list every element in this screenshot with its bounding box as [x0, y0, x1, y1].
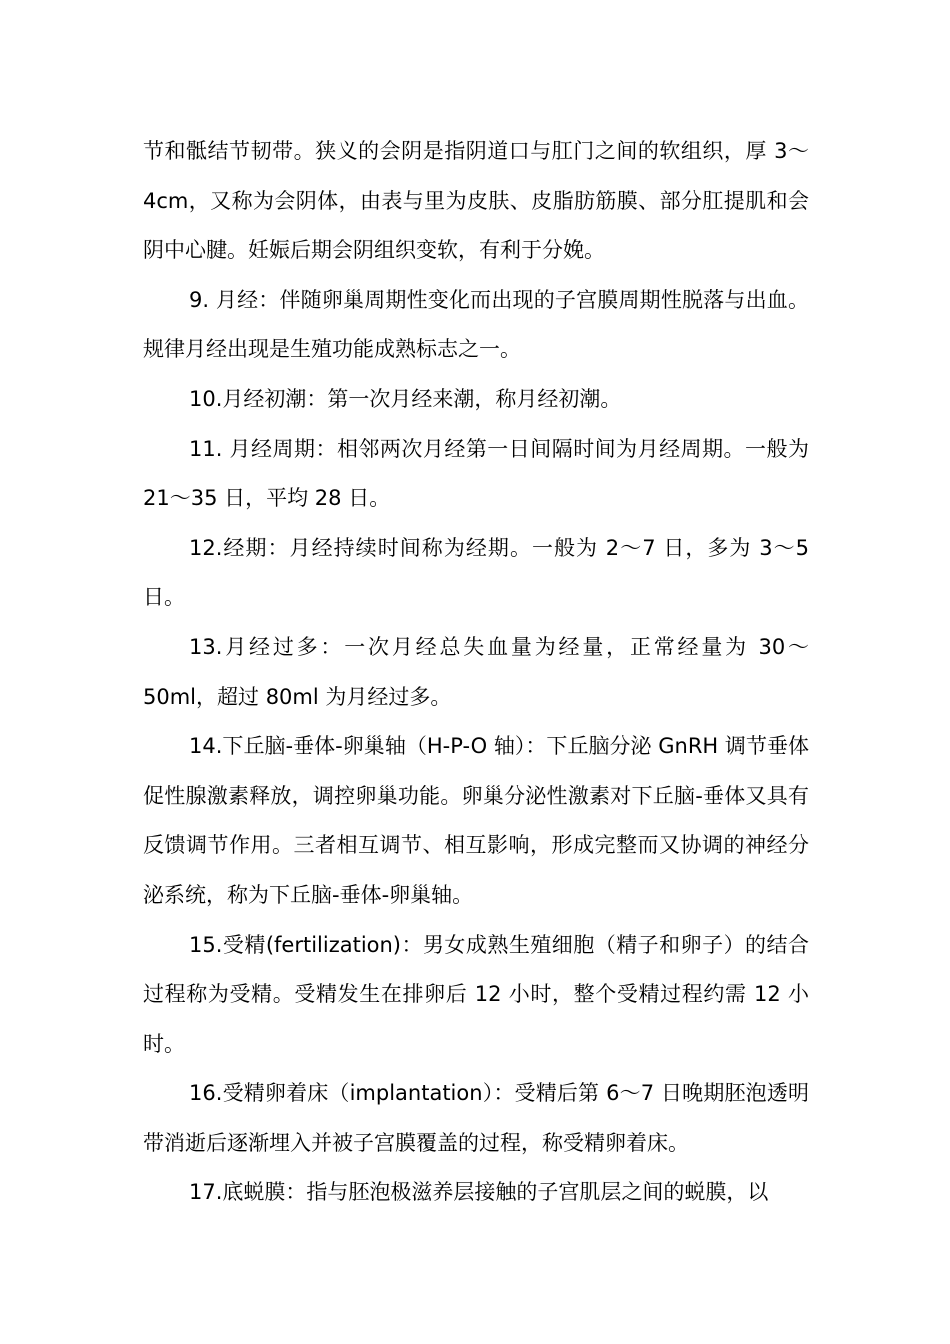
- paragraph-menstrual-period: 12.经期：月经持续时间称为经期。一般为 2～7 日，多为 3～5 日。: [143, 535, 809, 610]
- paragraph-menorrhagia: 13.月经过多：一次月经总失血量为经量，正常经量为 30～50ml，超过 80ml 为月经过多。: [143, 634, 809, 709]
- paragraph-implantation: 16.受精卵着床（implantation）：受精后第 6～7 日晚期胚泡透明带消逝后逐渐埋入并被子宫膜覆盖的过程，称受精卵着床。: [143, 1081, 809, 1155]
- paragraph-menarche: 10.月经初潮：第一次月经来潮，称月经初潮。: [189, 386, 622, 411]
- paragraph-menstruation: 9. 月经：伴随卵巢周期性变化而出现的子宫膜周期性脱落与出血。规律月经出现是生殖功能成熟标志之一。: [143, 287, 809, 362]
- document-body: [143, 127, 809, 1218]
- paragraph-fertilization: 15.受精(fertilization)：男女成熟生殖细胞（精子和卵子）的结合过程称为受精。受精发生在排卵后 12 小时，整个受精过程约需 12 小时。: [143, 932, 809, 1056]
- paragraph-hpo-axis: 14.下丘脑-垂体-卵巢轴（H-P-O 轴）：下丘脑分泌 GnRH 调节垂体促性腺激素释放，调控卵巢功能。卵巢分泌性激素对下丘脑-垂体又具有反馈调节作用。三者相互调节、相互影响，形成完整而又协调的神经分泌系统，称为下丘脑-垂体-卵巢轴。: [143, 734, 809, 907]
- paragraph-decidua-basalis: 17.底蜕膜：指与胚泡极滋养层接触的子宫肌层之间的蜕膜，以: [189, 1180, 769, 1205]
- paragraph-perineum-continued: 节和骶结节韧带。狭义的会阴是指阴道口与肛门之间的软组织，厚 3～4cm，又称为会阴体，由表与里为皮肤、皮脂肪筋膜、部分肛提肌和会阴中心腱。妊娠后期会阴组织变软，有利于分娩。: [143, 139, 809, 263]
- paragraph-menstrual-cycle: 11. 月经周期：相邻两次月经第一日间隔时间为月经周期。一般为 21～35 日，平均 28 日。: [143, 436, 809, 511]
